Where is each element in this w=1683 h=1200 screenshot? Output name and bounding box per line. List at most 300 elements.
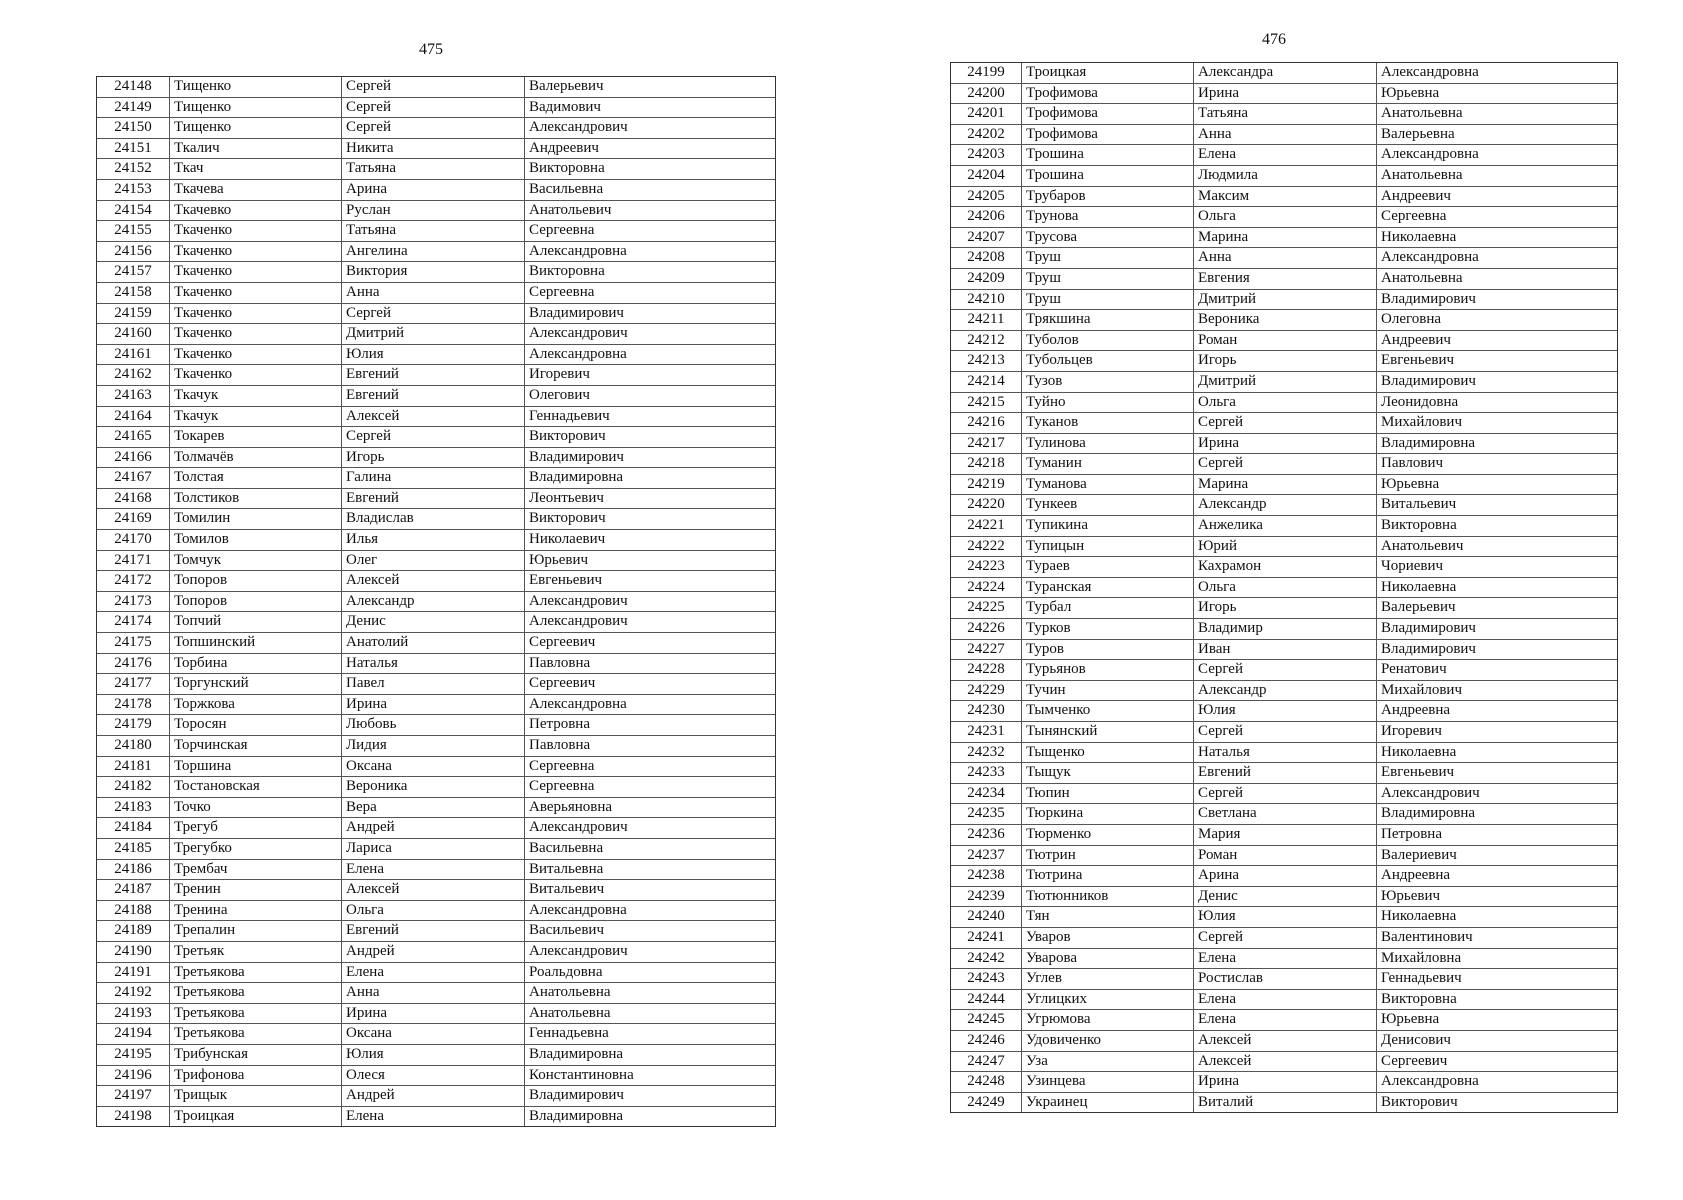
first-name-cell: Юлия xyxy=(341,1045,524,1065)
table-row xyxy=(97,592,775,613)
patronymic-cell: Анатольевич xyxy=(524,201,775,221)
row-number: 24167 xyxy=(114,469,152,486)
table-row xyxy=(951,125,1617,146)
row-number: 24227 xyxy=(967,640,1005,657)
row-number: 24224 xyxy=(967,578,1005,595)
surname-cell: Тян xyxy=(1021,907,1193,927)
row-number: 24192 xyxy=(114,984,152,1001)
first-name-cell: Алексей xyxy=(1193,1052,1376,1072)
row-number: 24241 xyxy=(967,928,1005,945)
patronymic-cell: Александровна xyxy=(1376,145,1617,165)
row-number: 24231 xyxy=(967,723,1005,739)
table-row xyxy=(951,248,1617,269)
patronymic-cell: Андреевич xyxy=(1376,331,1617,351)
surname-cell: Трошина xyxy=(1021,166,1193,186)
first-name-cell: Арина xyxy=(341,180,524,200)
surname-cell: Тютюнников xyxy=(1021,887,1193,907)
table-row xyxy=(951,804,1617,825)
surname-cell: Узинцева xyxy=(1021,1072,1193,1092)
row-number: 24226 xyxy=(967,620,1005,637)
patronymic-cell: Андреевна xyxy=(1376,866,1617,886)
row-number: 24170 xyxy=(114,531,152,548)
row-number: 24158 xyxy=(114,283,152,300)
patronymic-cell: Анатольевна xyxy=(1376,104,1617,124)
surname-cell: Торосян xyxy=(169,715,341,735)
row-number: 24163 xyxy=(114,386,152,403)
surname-cell: Ткач xyxy=(169,159,341,179)
patronymic-cell: Юрьевна xyxy=(1376,1010,1617,1030)
row-number: 24242 xyxy=(967,949,1005,966)
patronymic-cell: Сергеевич xyxy=(524,633,775,653)
first-name-cell: Сергей xyxy=(1193,928,1376,948)
first-name-cell: Галина xyxy=(341,468,524,488)
row-number: 24180 xyxy=(114,737,152,753)
first-name-cell: Кахрамон xyxy=(1193,557,1376,577)
page-475 xyxy=(96,36,776,1127)
first-name-cell: Павел xyxy=(341,674,524,694)
row-number: 24174 xyxy=(114,613,152,630)
first-name-cell: Роман xyxy=(1193,331,1376,351)
first-name-cell: Евгений xyxy=(341,489,524,509)
patronymic-cell: Юрьевич xyxy=(1376,887,1617,907)
row-number: 24183 xyxy=(114,798,152,815)
first-name-cell: Дмитрий xyxy=(1193,290,1376,310)
table-row xyxy=(951,1052,1617,1073)
patronymic-cell: Леонтьевич xyxy=(524,489,775,509)
first-name-cell: Сергей xyxy=(1193,722,1376,742)
table-row xyxy=(951,681,1617,702)
surname-cell: Ткачук xyxy=(169,386,341,406)
first-name-cell: Оксана xyxy=(341,1024,524,1044)
surname-cell: Ткаченко xyxy=(169,365,341,385)
row-number: 24230 xyxy=(967,702,1005,719)
row-number: 24179 xyxy=(114,716,152,733)
surname-cell: Ткаченко xyxy=(169,345,341,365)
surname-cell: Ткачева xyxy=(169,180,341,200)
table-row xyxy=(97,798,775,819)
row-number: 24196 xyxy=(114,1066,152,1083)
first-name-cell: Денис xyxy=(1193,887,1376,907)
surname-cell: Ткаченко xyxy=(169,221,341,241)
patronymic-cell: Александрович xyxy=(524,324,775,344)
table-row xyxy=(97,324,775,345)
first-name-cell: Сергей xyxy=(341,77,524,97)
first-name-cell: Алексей xyxy=(341,880,524,900)
patronymic-cell: Сергеевна xyxy=(1376,207,1617,227)
patronymic-cell: Сергеевич xyxy=(524,674,775,694)
surname-cell: Ткаченко xyxy=(169,242,341,262)
surname-cell: Токарев xyxy=(169,427,341,447)
first-name-cell: Лариса xyxy=(341,839,524,859)
surname-cell: Трунова xyxy=(1021,207,1193,227)
first-name-cell: Вероника xyxy=(341,777,524,797)
surname-cell: Трибунская xyxy=(169,1045,341,1065)
first-name-cell: Игорь xyxy=(1193,598,1376,618)
first-name-cell: Алексей xyxy=(341,407,524,427)
surname-cell: Топоров xyxy=(169,571,341,591)
patronymic-cell: Игоревич xyxy=(1376,722,1617,742)
row-number: 24217 xyxy=(967,434,1005,451)
table-row xyxy=(97,860,775,881)
table-row xyxy=(951,207,1617,228)
table-row xyxy=(951,454,1617,475)
row-number: 24215 xyxy=(967,393,1005,410)
first-name-cell: Ирина xyxy=(341,695,524,715)
first-name-cell: Александра xyxy=(1193,63,1376,83)
table-row xyxy=(97,427,775,448)
table-row xyxy=(951,907,1617,928)
patronymic-cell: Анатольевна xyxy=(524,1004,775,1024)
row-number: 24168 xyxy=(114,489,152,506)
table-row xyxy=(97,345,775,366)
row-number: 24238 xyxy=(967,867,1005,884)
patronymic-cell: Петровна xyxy=(1376,825,1617,845)
first-name-cell: Евгения xyxy=(1193,269,1376,289)
surname-cell: Тюркина xyxy=(1021,804,1193,824)
table-row xyxy=(951,187,1617,208)
row-number: 24190 xyxy=(114,942,152,959)
surname-cell: Томилов xyxy=(169,530,341,550)
table-row xyxy=(97,1004,775,1025)
row-number: 24200 xyxy=(967,84,1005,101)
first-name-cell: Татьяна xyxy=(341,221,524,241)
table-row xyxy=(951,145,1617,166)
surname-cell: Томилин xyxy=(169,509,341,529)
surname-cell: Ткалич xyxy=(169,139,341,159)
row-number: 24152 xyxy=(114,160,152,177)
patronymic-cell: Анатольевна xyxy=(1376,166,1617,186)
surname-cell: Ткачук xyxy=(169,407,341,427)
surname-cell: Уза xyxy=(1021,1052,1193,1072)
surname-cell: Туров xyxy=(1021,640,1193,660)
table-row xyxy=(97,489,775,510)
table-row xyxy=(951,495,1617,516)
surname-cell: Тыщенко xyxy=(1021,743,1193,763)
surname-cell: Туманин xyxy=(1021,454,1193,474)
first-name-cell: Сергей xyxy=(1193,413,1376,433)
surname-cell: Топчий xyxy=(169,612,341,632)
first-name-cell: Мария xyxy=(1193,825,1376,845)
surname-cell: Трошина xyxy=(1021,145,1193,165)
first-name-cell: Александр xyxy=(341,592,524,612)
table-row xyxy=(951,722,1617,743)
first-name-cell: Евгений xyxy=(341,365,524,385)
patronymic-cell: Владимирович xyxy=(524,304,775,324)
patronymic-cell: Александровна xyxy=(1376,1072,1617,1092)
patronymic-cell: Николаевна xyxy=(1376,743,1617,763)
patronymic-cell: Павловна xyxy=(524,654,775,674)
surname-cell: Тютрина xyxy=(1021,866,1193,886)
surname-cell: Третьякова xyxy=(169,1004,341,1024)
surname-cell: Топоров xyxy=(169,592,341,612)
table-row xyxy=(951,166,1617,187)
patronymic-cell: Владимирович xyxy=(1376,290,1617,310)
row-number: 24154 xyxy=(114,201,152,218)
first-name-cell: Лидия xyxy=(341,736,524,756)
patronymic-cell: Михайловна xyxy=(1376,949,1617,969)
row-number: 24176 xyxy=(114,654,152,671)
table-row xyxy=(951,887,1617,908)
first-name-cell: Никита xyxy=(341,139,524,159)
first-name-cell: Ирина xyxy=(1193,1072,1376,1092)
table-row xyxy=(951,660,1617,681)
patronymic-cell: Александровна xyxy=(524,345,775,365)
surname-cell: Торшина xyxy=(169,757,341,777)
table-row xyxy=(951,269,1617,290)
surname-cell: Тютрин xyxy=(1021,846,1193,866)
patronymic-cell: Ренатович xyxy=(1376,660,1617,680)
patronymic-cell: Евгеньевич xyxy=(1376,763,1617,783)
table-row xyxy=(951,619,1617,640)
row-number: 24209 xyxy=(967,269,1005,286)
first-name-cell: Ирина xyxy=(341,1004,524,1024)
row-number: 24237 xyxy=(967,846,1005,863)
first-name-cell: Евгений xyxy=(341,386,524,406)
patronymic-cell: Васильевич xyxy=(524,921,775,941)
row-number: 24233 xyxy=(967,764,1005,781)
surname-cell: Топшинский xyxy=(169,633,341,653)
patronymic-cell: Александрович xyxy=(524,118,775,138)
row-number: 24248 xyxy=(967,1073,1005,1090)
table-row xyxy=(951,557,1617,578)
surname-cell: Тостановская xyxy=(169,777,341,797)
first-name-cell: Денис xyxy=(341,612,524,632)
table-row xyxy=(97,139,775,160)
row-number: 24205 xyxy=(967,187,1005,204)
page-number: 475 xyxy=(419,41,443,58)
first-name-cell: Елена xyxy=(341,963,524,983)
first-name-cell: Евгений xyxy=(341,921,524,941)
surname-cell: Трегубко xyxy=(169,839,341,859)
first-name-cell: Сергей xyxy=(341,304,524,324)
table-row xyxy=(97,1086,775,1107)
table-row xyxy=(97,448,775,469)
patronymic-cell: Юрьевич xyxy=(524,551,775,571)
surname-cell: Трусова xyxy=(1021,228,1193,248)
row-number: 24201 xyxy=(967,105,1005,122)
first-name-cell: Анна xyxy=(1193,248,1376,268)
row-number: 24195 xyxy=(114,1045,152,1062)
patronymic-cell: Павловна xyxy=(524,736,775,756)
patronymic-cell: Александровна xyxy=(524,901,775,921)
table-row xyxy=(97,262,775,283)
surname-cell: Тучин xyxy=(1021,681,1193,701)
row-number: 24204 xyxy=(967,166,1005,183)
patronymic-cell: Владимирович xyxy=(1376,619,1617,639)
page-476 xyxy=(950,26,1618,1113)
first-name-cell: Алексей xyxy=(1193,1031,1376,1051)
first-name-cell: Людмила xyxy=(1193,166,1376,186)
row-number: 24198 xyxy=(114,1107,152,1124)
surname-cell: Углев xyxy=(1021,969,1193,989)
table-row xyxy=(951,393,1617,414)
table-row xyxy=(97,118,775,139)
first-name-cell: Любовь xyxy=(341,715,524,735)
row-number: 24165 xyxy=(114,428,152,445)
row-number: 24184 xyxy=(114,819,152,836)
row-number: 24219 xyxy=(967,475,1005,492)
surname-cell: Туйно xyxy=(1021,393,1193,413)
row-number: 24164 xyxy=(114,407,152,424)
patronymic-cell: Денисович xyxy=(1376,1031,1617,1051)
surname-cell: Уваров xyxy=(1021,928,1193,948)
surname-cell: Тулинова xyxy=(1021,434,1193,454)
patronymic-cell: Владимировна xyxy=(524,1107,775,1127)
table-row xyxy=(951,763,1617,784)
table-row xyxy=(951,825,1617,846)
row-number: 24216 xyxy=(967,414,1005,431)
surname-cell: Третьяк xyxy=(169,942,341,962)
table-row xyxy=(97,901,775,922)
first-name-cell: Олеся xyxy=(341,1066,524,1086)
first-name-cell: Иван xyxy=(1193,640,1376,660)
surname-cell: Трепалин xyxy=(169,921,341,941)
table-row xyxy=(97,530,775,551)
first-name-cell: Максим xyxy=(1193,187,1376,207)
row-number: 24177 xyxy=(114,675,152,692)
patronymic-cell: Роальдовна xyxy=(524,963,775,983)
table-row xyxy=(951,228,1617,249)
surname-cell: Трищык xyxy=(169,1086,341,1106)
patronymic-cell: Витальевна xyxy=(524,860,775,880)
patronymic-cell: Сергеевна xyxy=(524,777,775,797)
table-row xyxy=(951,1072,1617,1093)
row-number: 24153 xyxy=(114,180,152,197)
row-number: 24172 xyxy=(114,572,152,589)
first-name-cell: Светлана xyxy=(1193,804,1376,824)
row-number: 24222 xyxy=(967,537,1005,554)
surname-cell: Труш xyxy=(1021,269,1193,289)
surname-cell: Тупицын xyxy=(1021,537,1193,557)
row-number: 24171 xyxy=(114,551,152,568)
row-number: 24245 xyxy=(967,1011,1005,1028)
table-row xyxy=(97,839,775,860)
table-row xyxy=(951,351,1617,372)
table-row xyxy=(951,1031,1617,1052)
patronymic-cell: Андреевич xyxy=(524,139,775,159)
row-number: 24210 xyxy=(967,290,1005,307)
patronymic-cell: Владимирович xyxy=(1376,640,1617,660)
surname-cell: Тюрменко xyxy=(1021,825,1193,845)
patronymic-cell: Владимировна xyxy=(1376,434,1617,454)
surname-cell: Трубаров xyxy=(1021,187,1193,207)
table-row xyxy=(951,84,1617,105)
patronymic-cell: Валерьевна xyxy=(1376,125,1617,145)
first-name-cell: Илья xyxy=(341,530,524,550)
patronymic-cell: Александрович xyxy=(524,818,775,838)
first-name-cell: Ольга xyxy=(1193,578,1376,598)
table-row xyxy=(97,715,775,736)
row-number: 24244 xyxy=(967,990,1005,1007)
row-number: 24185 xyxy=(114,839,152,856)
first-name-cell: Елена xyxy=(341,860,524,880)
surname-cell: Тураев xyxy=(1021,557,1193,577)
surname-cell: Трофимова xyxy=(1021,125,1193,145)
table-row xyxy=(97,1066,775,1087)
first-name-cell: Елена xyxy=(1193,990,1376,1010)
patronymic-cell: Николаевна xyxy=(1376,228,1617,248)
row-number: 24157 xyxy=(114,263,152,280)
surname-cell: Тищенко xyxy=(169,118,341,138)
table-row xyxy=(97,921,775,942)
first-name-cell: Александр xyxy=(1193,495,1376,515)
patronymic-cell: Геннадьевич xyxy=(524,407,775,427)
first-name-cell: Игорь xyxy=(1193,351,1376,371)
table-row xyxy=(951,372,1617,393)
table-row xyxy=(97,612,775,633)
table-row xyxy=(97,654,775,675)
surname-cell: Трифонова xyxy=(169,1066,341,1086)
row-number: 24247 xyxy=(967,1052,1005,1069)
table-row xyxy=(951,475,1617,496)
surname-cell: Тункеев xyxy=(1021,495,1193,515)
patronymic-cell: Александровна xyxy=(524,695,775,715)
row-number: 24232 xyxy=(967,743,1005,760)
first-name-cell: Сергей xyxy=(341,98,524,118)
surname-cell: Тынянский xyxy=(1021,722,1193,742)
row-number: 24186 xyxy=(114,860,152,877)
first-name-cell: Анна xyxy=(341,983,524,1003)
table-row xyxy=(951,640,1617,661)
patronymic-cell: Валерьевич xyxy=(524,77,775,97)
table-row xyxy=(97,777,775,798)
table-row xyxy=(97,983,775,1004)
patronymic-cell: Михайлович xyxy=(1376,681,1617,701)
surname-cell: Турьянов xyxy=(1021,660,1193,680)
first-name-cell: Виктория xyxy=(341,262,524,282)
row-number: 24218 xyxy=(967,455,1005,472)
row-number: 24156 xyxy=(114,242,152,259)
patronymic-cell: Александрович xyxy=(524,592,775,612)
row-number: 24229 xyxy=(967,681,1005,698)
patronymic-cell: Александровна xyxy=(524,242,775,262)
row-number: 24161 xyxy=(114,345,152,362)
patronymic-cell: Леонидовна xyxy=(1376,393,1617,413)
row-number: 24155 xyxy=(114,222,152,239)
first-name-cell: Андрей xyxy=(341,942,524,962)
table-row xyxy=(951,846,1617,867)
patronymic-cell: Николаевна xyxy=(1376,578,1617,598)
first-name-cell: Ольга xyxy=(1193,207,1376,227)
surname-cell: Трофимова xyxy=(1021,104,1193,124)
table-row xyxy=(97,468,775,489)
table-row xyxy=(97,98,775,119)
table-row xyxy=(97,1045,775,1066)
patronymic-cell: Анатольевна xyxy=(524,983,775,1003)
patronymic-cell: Михайлович xyxy=(1376,413,1617,433)
row-number: 24160 xyxy=(114,325,152,342)
surname-cell: Уварова xyxy=(1021,949,1193,969)
row-number: 24223 xyxy=(967,558,1005,575)
patronymic-cell: Витальевич xyxy=(1376,495,1617,515)
row-number: 24214 xyxy=(967,372,1005,389)
table-row xyxy=(97,818,775,839)
surname-cell: Торгунский xyxy=(169,674,341,694)
first-name-cell: Елена xyxy=(1193,1010,1376,1030)
first-name-cell: Татьяна xyxy=(341,159,524,179)
row-number: 24151 xyxy=(114,139,152,156)
first-name-cell: Дмитрий xyxy=(1193,372,1376,392)
surname-cell: Турбал xyxy=(1021,598,1193,618)
first-name-cell: Александр xyxy=(1193,681,1376,701)
surname-cell: Троицкая xyxy=(1021,63,1193,83)
patronymic-cell: Викторовна xyxy=(524,262,775,282)
first-name-cell: Юрий xyxy=(1193,537,1376,557)
patronymic-cell: Сергеевна xyxy=(524,283,775,303)
table-row xyxy=(97,1024,775,1045)
first-name-cell: Евгений xyxy=(1193,763,1376,783)
row-number: 24211 xyxy=(967,311,1005,328)
